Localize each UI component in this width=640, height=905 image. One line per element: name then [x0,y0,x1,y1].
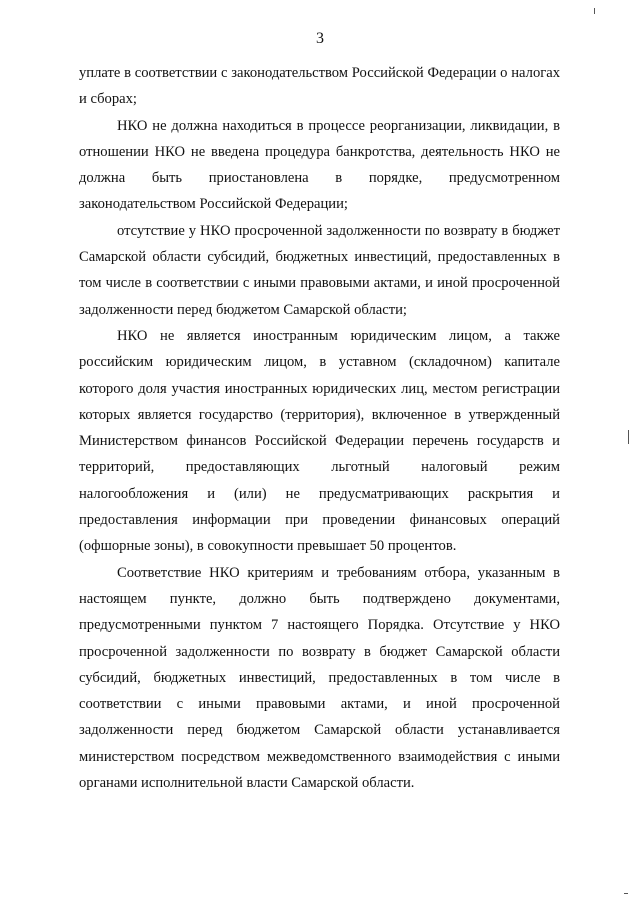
page-number: 3 [316,30,324,47]
paragraph-not-foreign-entity: НКО не является иностранным юридическим лицом, а также российским юридическим лицом, в уставном (складочном) капитале которого доля участия иностранных юридических лиц, местом регистрации которых является государство (территория), включенное в утвержденный Министерством финансов Российской Федерации перечень государств и территорий, предоставляющих льготный налоговый режим налогообложения и (или) не предусматривающих раскрытия и предоставления информации при проведении финансовых операций (офшорные зоны), в совокупности превышает 50 процентов. [79,327,560,555]
scan-mark-right-edge [628,430,629,444]
document-body [79,60,560,796]
scan-mark-top-right [594,8,595,14]
paragraph-confirmation: Соответствие НКО критериям и требованиям отбора, указанным в настоящем пункте, должно быть подтверждено документами, предусмотренными пунктом 7 настоящего Порядка. Отсутствие у НКО просроченной задолженности по возврату в бюджет Самарской области субсидий, бюджетных инвестиций, предоставленных в том числе в соответствии с иными правовыми актами, и иной просроченной задолженности перед бюджетом Самарской области устанавливается министерством посредством межведомственного взаимодействия с иными органами исполнительной власти Самарской области. [79,564,560,792]
paragraph-tax-continuation: уплате в соответствии с законодательством Российской Федерации о налогах и сборах; [79,65,560,108]
scan-mark-bottom-right [624,893,628,894]
paragraph-no-overdue-debt: отсутствие у НКО просроченной задолженности по возврату в бюджет Самарской области субсидий, бюджетных инвестиций, предоставленных в том числе в соответствии с иными правовыми актами, и иной просроченной задолженности перед бюджетом Самарской области; [79,222,560,318]
paragraph-no-reorganization: НКО не должна находиться в процессе реорганизации, ликвидации, в отношении НКО не введена процедура банкротства, деятельность НКО не должна быть приостановлена в порядке, предусмотренном законодательством Российской Федерации; [79,117,560,213]
